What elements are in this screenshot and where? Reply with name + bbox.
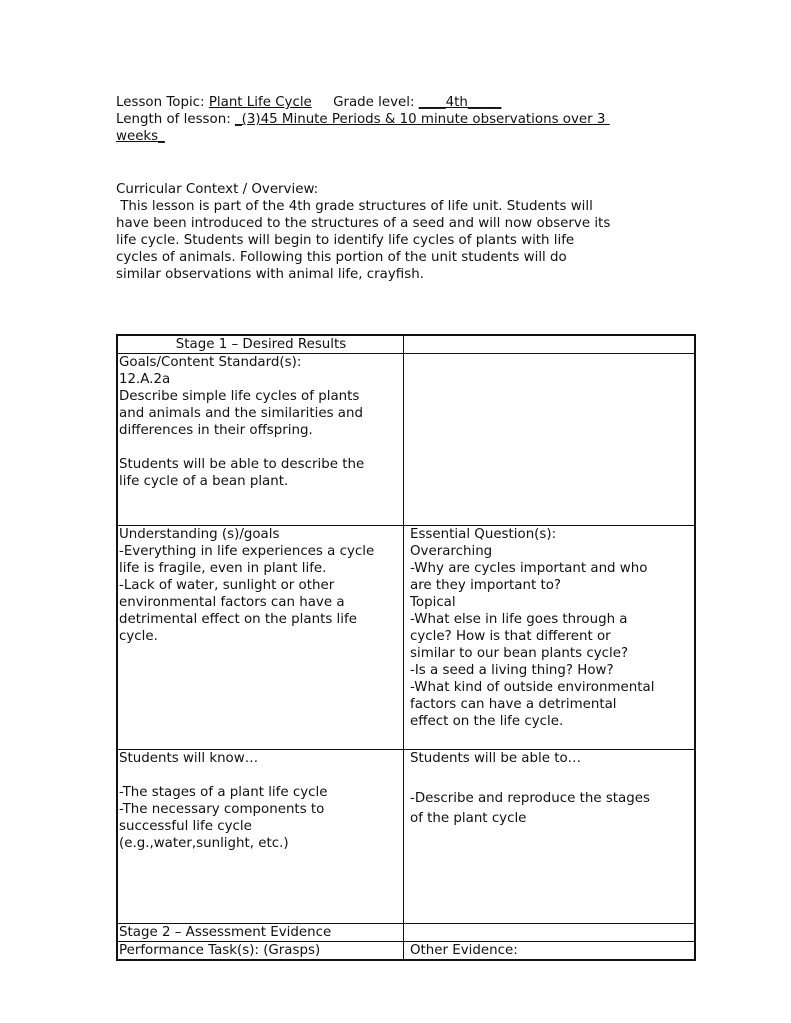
essential-cell	[404, 526, 696, 750]
length-value: _(3)45 Minute Periods & 10 minute observations over 3	[234, 112, 610, 127]
able-line: -Describe and reproduce the stages	[410, 791, 650, 806]
essential-line: -What else in life goes through a	[410, 612, 628, 627]
essential-line: Topical	[410, 595, 456, 610]
context-line: cycles of animals. Following this portion of the unit students will do	[116, 250, 567, 265]
essential-line: similar to our bean plants cycle?	[410, 646, 629, 661]
stage1-title: Stage 1 – Desired Results	[117, 335, 404, 354]
able-heading: Students will be able to…	[410, 751, 582, 766]
understanding-heading: Understanding (s)/goals	[119, 527, 280, 542]
understanding-line: cycle.	[119, 629, 158, 644]
stage1-title-empty	[404, 335, 696, 354]
able-line: of the plant cycle	[410, 811, 527, 826]
essential-line: -Why are cycles important and who	[410, 561, 648, 576]
know-line: -The necessary components to	[119, 802, 325, 817]
stage2-title-row	[117, 924, 695, 942]
standard-desc-line: differences in their offspring.	[119, 423, 313, 438]
context-line: similar observations with animal life, crayfish.	[116, 267, 424, 282]
know-line: (e.g.,water,sunlight, etc.)	[119, 836, 289, 851]
grade-label: Grade level:	[333, 95, 419, 110]
other-evidence-label: Other Evidence:	[404, 942, 696, 961]
grade-value: ____4th_____	[418, 95, 502, 110]
able-cell	[404, 750, 696, 924]
know-line: successful life cycle	[119, 819, 252, 834]
evidence-row	[117, 942, 695, 961]
essential-line: factors can have a detrimental	[410, 697, 617, 712]
goals-empty-cell	[404, 354, 696, 526]
essential-heading: Essential Question(s):	[410, 527, 557, 542]
objective-line: life cycle of a bean plant.	[119, 474, 289, 489]
context-line: This lesson is part of the 4th grade structures of life unit. Students will	[116, 199, 593, 214]
essential-line: -Is a seed a living thing? How?	[410, 663, 614, 678]
performance-task-label: Performance Task(s): (Grasps)	[117, 942, 404, 961]
standard-desc-line: Describe simple life cycles of plants	[119, 389, 360, 404]
essential-line: Overarching	[410, 544, 493, 559]
length-value-cont: weeks_	[116, 129, 165, 144]
know-line: -The stages of a plant life cycle	[119, 785, 328, 800]
objective-line: Students will be able to describe the	[119, 457, 365, 472]
lesson-length-line	[116, 111, 686, 128]
goals-row	[117, 354, 695, 526]
understanding-line: detrimental effect on the plants life	[119, 612, 357, 627]
lesson-topic-line	[116, 94, 686, 111]
know-row	[117, 750, 695, 924]
context-heading: Curricular Context / Overview:	[116, 182, 319, 197]
length-label: Length of lesson:	[116, 112, 235, 127]
know-heading: Students will know…	[119, 751, 259, 766]
topic-label: Lesson Topic:	[116, 95, 209, 110]
stage-table	[116, 334, 696, 961]
understanding-line: -Lack of water, sunlight or other	[119, 578, 335, 593]
context-line: life cycle. Students will begin to identify life cycles of plants with life	[116, 233, 575, 248]
stage2-title: Stage 2 – Assessment Evidence	[117, 924, 404, 942]
curricular-context	[116, 181, 686, 283]
stage1-title-row	[117, 335, 695, 354]
essential-line: effect on the life cycle.	[410, 714, 564, 729]
understanding-cell	[117, 526, 404, 750]
understanding-line: life is fragile, even in plant life.	[119, 561, 327, 576]
essential-line: -What kind of outside environmental	[410, 680, 655, 695]
standard-code: 12.A.2a	[119, 372, 171, 387]
essential-line: cycle? How is that different or	[410, 629, 611, 644]
standard-desc-line: and animals and the similarities and	[119, 406, 363, 421]
understanding-row	[117, 526, 695, 750]
understanding-line: environmental factors can have a	[119, 595, 345, 610]
stage2-title-empty	[404, 924, 696, 942]
lesson-header	[116, 94, 686, 145]
know-cell	[117, 750, 404, 924]
understanding-line: -Everything in life experiences a cycle	[119, 544, 375, 559]
goals-heading: Goals/Content Standard(s):	[119, 355, 302, 370]
topic-value: Plant Life Cycle	[208, 95, 312, 110]
essential-line: are they important to?	[410, 578, 562, 593]
context-line: have been introduced to the structures of a seed and will now observe its	[116, 216, 611, 231]
goals-cell	[117, 354, 404, 526]
